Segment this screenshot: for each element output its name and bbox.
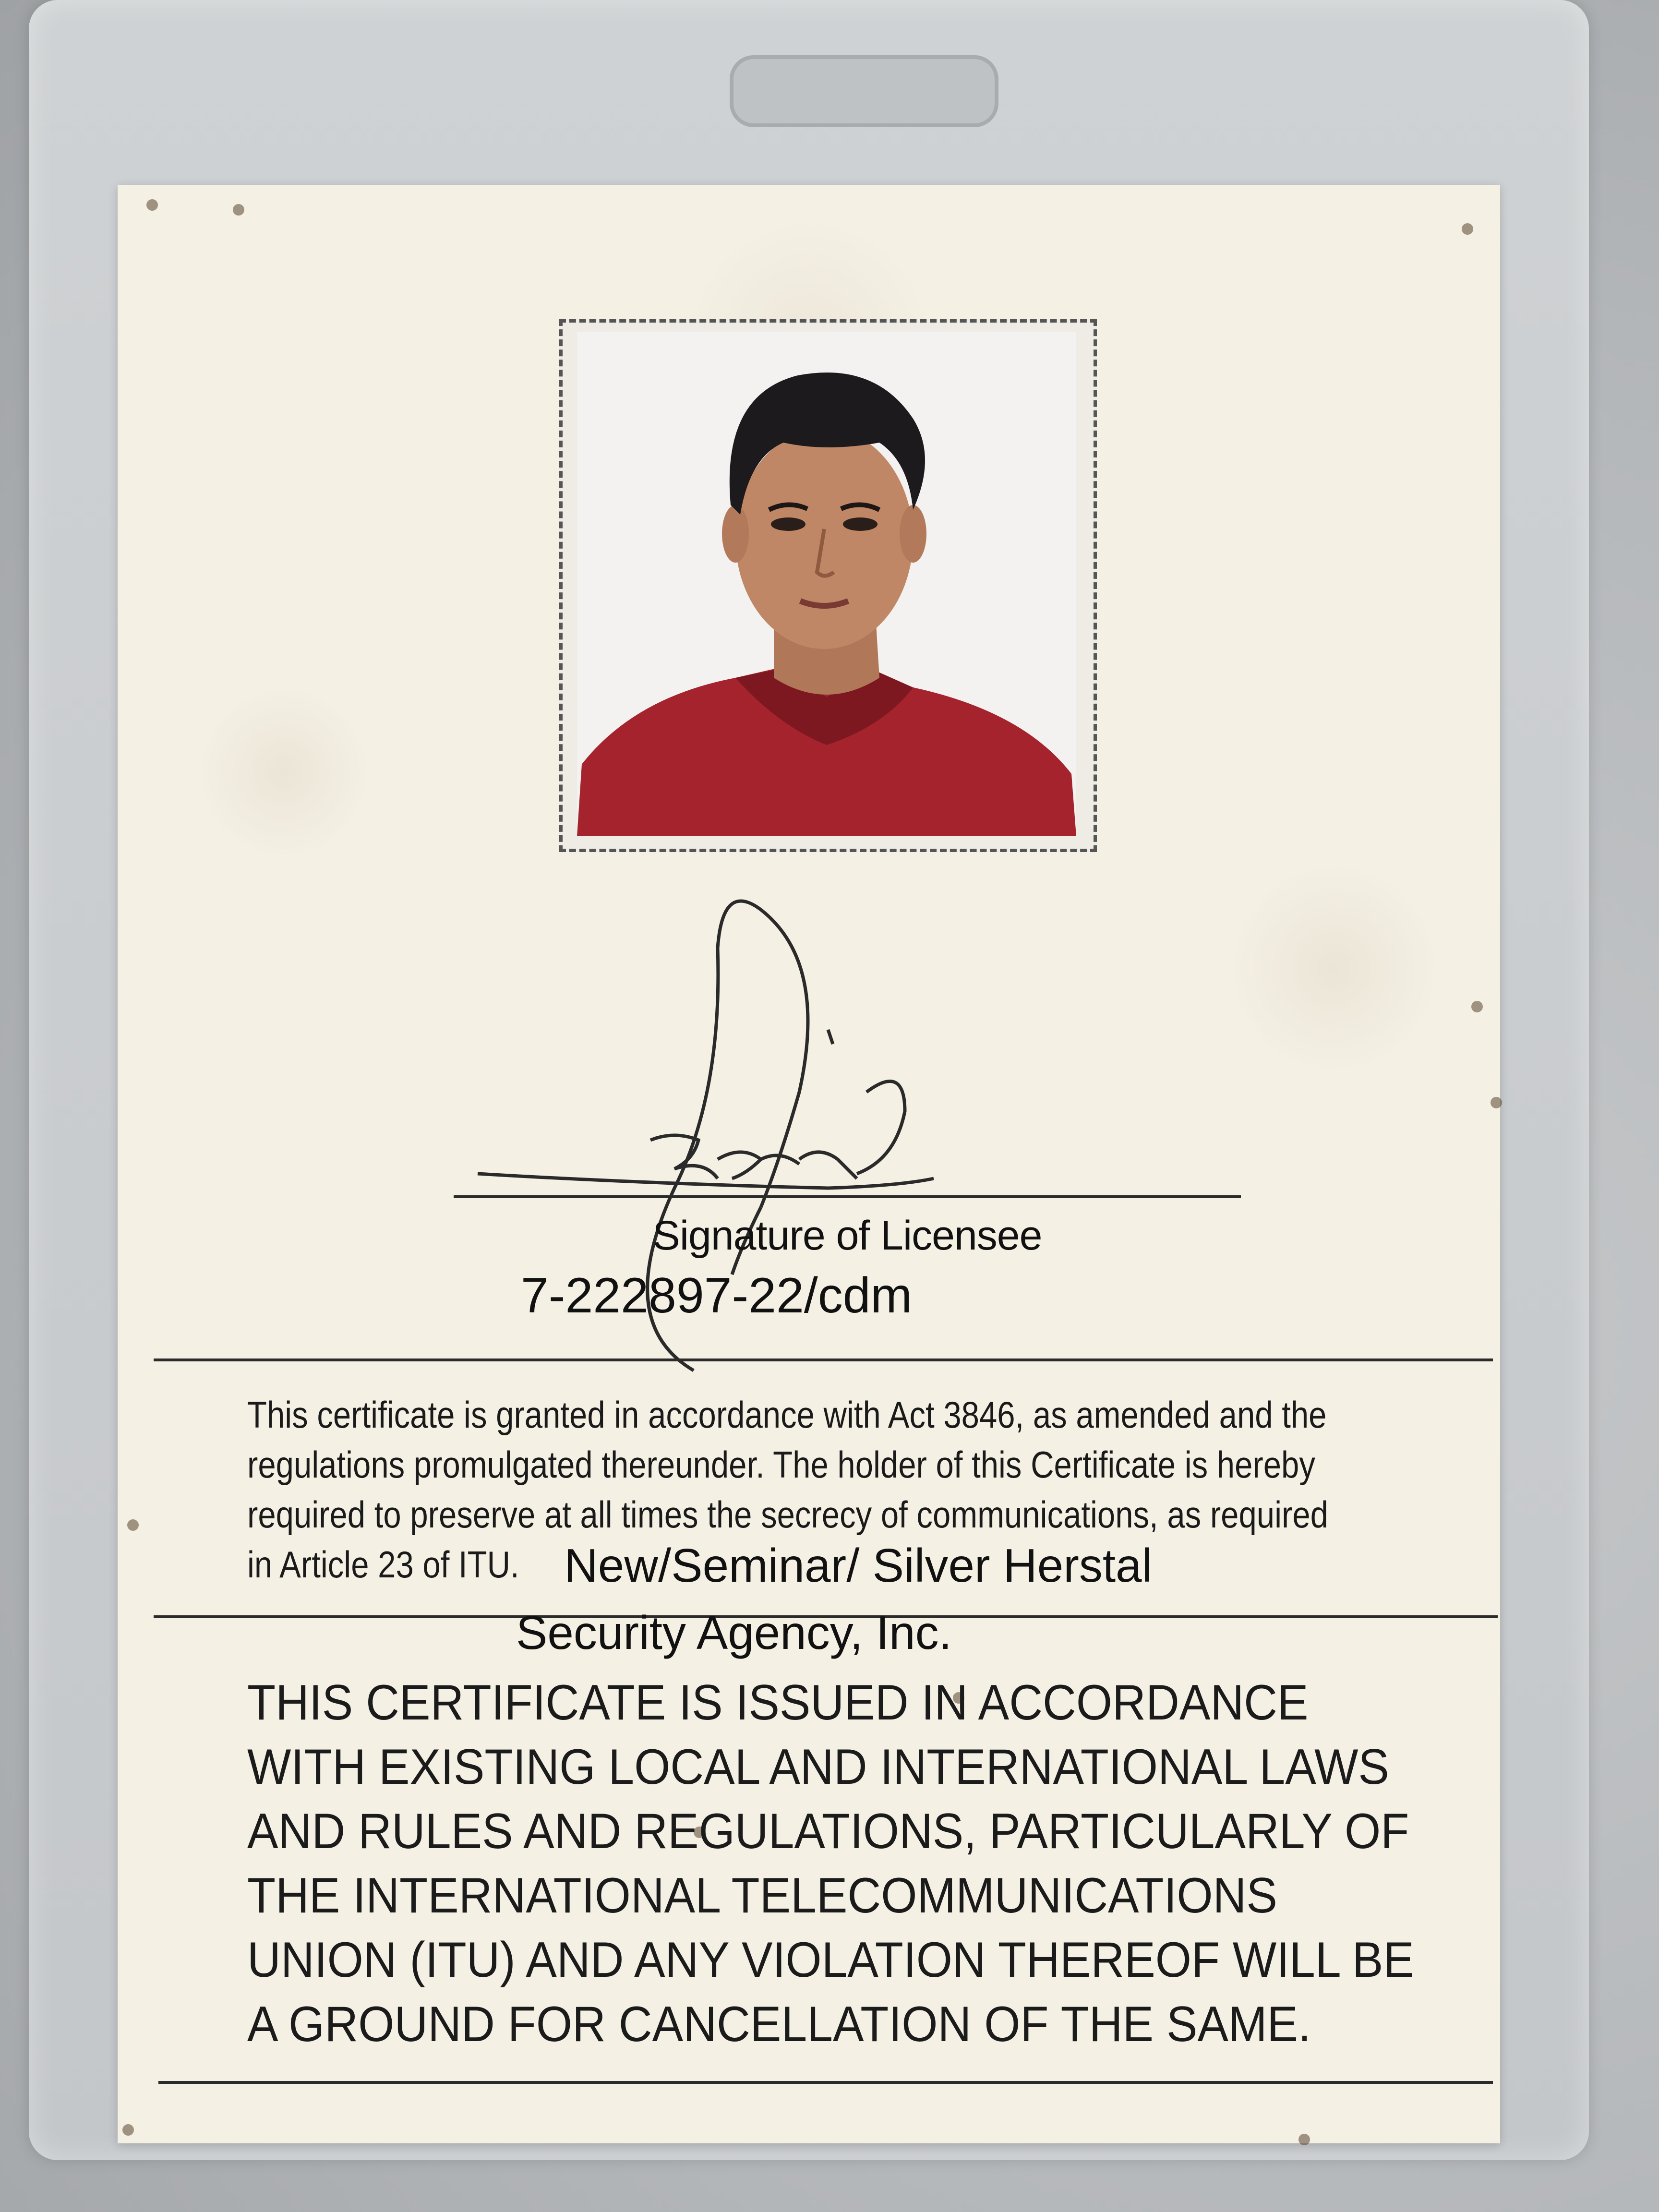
signature-line xyxy=(454,1195,1241,1198)
license-certificate-card xyxy=(118,185,1500,2143)
itu-notice xyxy=(247,1671,1414,2056)
agency-name-line-1: New/Seminar/ Silver Herstal xyxy=(564,1539,1153,1592)
licensee-photo xyxy=(577,332,1076,836)
itu-line: THE INTERNATIONAL TELECOMMUNICATIONS xyxy=(247,1868,1277,1923)
itu-line: AND RULES AND REGULATIONS, PARTICULARLY OF xyxy=(247,1803,1409,1859)
legal-line: required to preserve at all times the secrecy of communications, as required xyxy=(247,1493,1328,1536)
photo-frame xyxy=(559,319,1097,852)
itu-line: A GROUND FOR CANCELLATION OF THE SAME. xyxy=(247,1996,1311,2052)
legal-line: This certificate is granted in accordance with Act 3846, as amended and the xyxy=(247,1394,1327,1436)
stain-speck xyxy=(146,199,158,211)
divider xyxy=(158,2081,1493,2084)
license-number: 7-222897-22/cdm xyxy=(521,1268,913,1323)
lanyard-slot xyxy=(730,55,998,127)
stain-speck xyxy=(1462,223,1473,235)
legal-line: in Article 23 of ITU. xyxy=(247,1543,519,1586)
portrait-icon xyxy=(577,332,1076,836)
legal-line: regulations promulgated thereunder. The holder of this Certificate is hereby xyxy=(247,1443,1315,1486)
stain-speck xyxy=(1491,1097,1502,1108)
stain-speck xyxy=(1471,1001,1483,1012)
agency-name-line-2: Security Agency, Inc. xyxy=(516,1606,952,1659)
stain-speck xyxy=(122,2124,134,2136)
itu-line: UNION (ITU) AND ANY VIOLATION THEREOF WILL BE xyxy=(247,1932,1414,1988)
stain-speck xyxy=(1298,2134,1310,2145)
stain-speck xyxy=(233,204,244,216)
itu-line: WITH EXISTING LOCAL AND INTERNATIONAL LAWS xyxy=(247,1739,1389,1795)
stain-speck xyxy=(127,1519,139,1531)
divider xyxy=(154,1358,1493,1361)
itu-line: THIS CERTIFICATE IS ISSUED IN ACCORDANCE xyxy=(247,1675,1309,1731)
signature-caption: Signature of Licensee xyxy=(652,1213,1042,1259)
